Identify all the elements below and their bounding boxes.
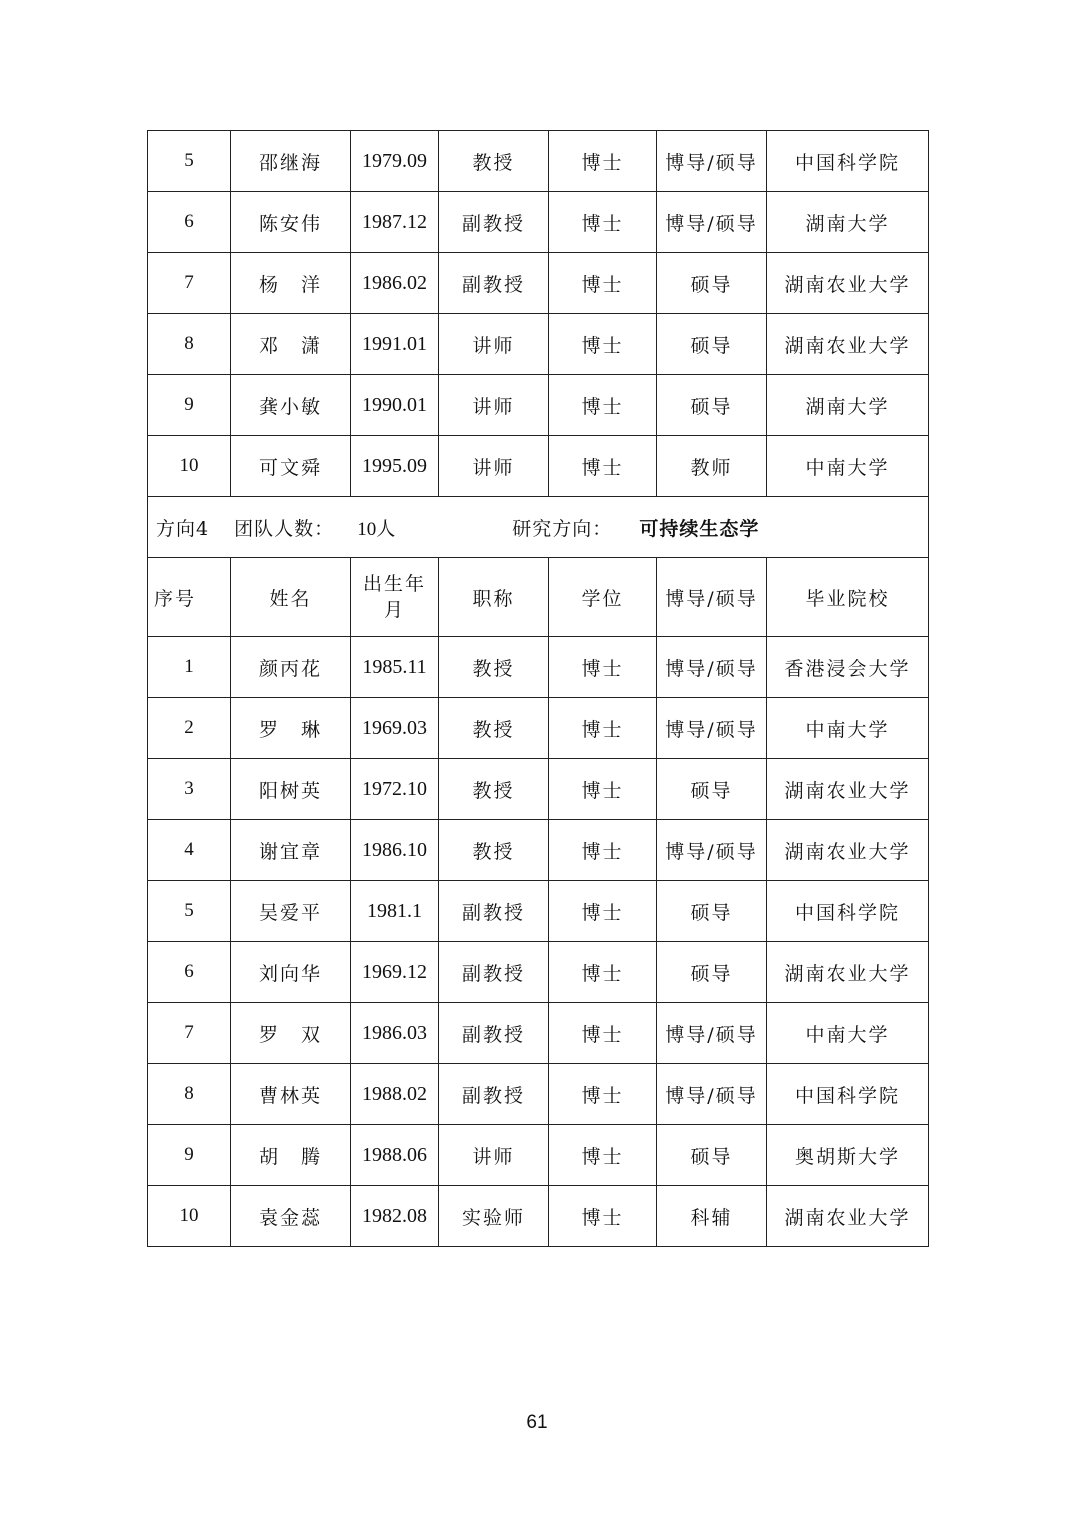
cell-birth: 1991.01 <box>351 314 439 375</box>
table-row <box>148 375 929 436</box>
cell-birth: 1986.10 <box>351 820 439 881</box>
table-header-row <box>148 558 929 637</box>
table-row <box>148 637 929 698</box>
cell-name: 龚小敏 <box>231 375 351 436</box>
cell-degree: 博士 <box>549 1003 657 1064</box>
header-degree: 学位 <box>549 558 657 637</box>
cell-birth: 1990.01 <box>351 375 439 436</box>
cell-degree: 博士 <box>549 820 657 881</box>
cell-birth: 1985.11 <box>351 637 439 698</box>
team-roster-table <box>147 130 929 1247</box>
cell-seq: 6 <box>148 192 231 253</box>
cell-title: 教授 <box>439 820 549 881</box>
cell-title: 实验师 <box>439 1186 549 1247</box>
cell-birth: 1981.1 <box>351 881 439 942</box>
cell-name: 邵继海 <box>231 131 351 192</box>
cell-supervisor: 硕导 <box>657 942 767 1003</box>
cell-school: 湖南农业大学 <box>767 1186 929 1247</box>
direction-band <box>148 497 929 558</box>
cell-school: 湖南农业大学 <box>767 820 929 881</box>
cell-school: 香港浸会大学 <box>767 637 929 698</box>
header-birth-line2: 月 <box>383 599 405 621</box>
table-row <box>148 253 929 314</box>
table-row <box>148 1125 929 1186</box>
cell-school: 湖南大学 <box>767 375 929 436</box>
table-row <box>148 1003 929 1064</box>
cell-birth: 1969.12 <box>351 942 439 1003</box>
cell-seq: 2 <box>148 698 231 759</box>
cell-degree: 博士 <box>549 1064 657 1125</box>
cell-school: 奥胡斯大学 <box>767 1125 929 1186</box>
table-row <box>148 1186 929 1247</box>
cell-birth: 1988.06 <box>351 1125 439 1186</box>
cell-name: 吴爱平 <box>231 881 351 942</box>
cell-title: 教授 <box>439 698 549 759</box>
cell-supervisor: 硕导 <box>657 1125 767 1186</box>
page-number: 61 <box>526 1412 548 1433</box>
table-row <box>148 759 929 820</box>
band-direction: 方向4 <box>156 517 210 540</box>
cell-name: 杨 洋 <box>231 253 351 314</box>
cell-school: 湖南农业大学 <box>767 314 929 375</box>
direction-band-row <box>148 497 929 558</box>
cell-seq: 9 <box>148 1125 231 1186</box>
cell-degree: 博士 <box>549 314 657 375</box>
cell-title: 教授 <box>439 637 549 698</box>
cell-title: 副教授 <box>439 253 549 314</box>
cell-seq: 5 <box>148 131 231 192</box>
cell-name: 阳树英 <box>231 759 351 820</box>
cell-degree: 博士 <box>549 192 657 253</box>
cell-title: 讲师 <box>439 314 549 375</box>
cell-name: 罗 琳 <box>231 698 351 759</box>
cell-title: 副教授 <box>439 1064 549 1125</box>
table-row <box>148 314 929 375</box>
cell-supervisor: 博导/硕导 <box>657 1003 767 1064</box>
cell-school: 湖南大学 <box>767 192 929 253</box>
cell-supervisor: 博导/硕导 <box>657 698 767 759</box>
cell-name: 可文舜 <box>231 436 351 497</box>
cell-supervisor: 硕导 <box>657 314 767 375</box>
cell-title: 副教授 <box>439 942 549 1003</box>
cell-title: 教授 <box>439 759 549 820</box>
cell-supervisor: 硕导 <box>657 253 767 314</box>
cell-supervisor: 硕导 <box>657 375 767 436</box>
cell-supervisor: 博导/硕导 <box>657 820 767 881</box>
cell-school: 中南大学 <box>767 1003 929 1064</box>
cell-birth: 1979.09 <box>351 131 439 192</box>
cell-title: 讲师 <box>439 1125 549 1186</box>
cell-degree: 博士 <box>549 1125 657 1186</box>
cell-school: 湖南农业大学 <box>767 759 929 820</box>
band-research-label: 研究方向： <box>512 517 613 540</box>
cell-birth: 1988.02 <box>351 1064 439 1125</box>
cell-title: 讲师 <box>439 375 549 436</box>
cell-degree: 博士 <box>549 253 657 314</box>
cell-name: 胡 腾 <box>231 1125 351 1186</box>
cell-title: 教授 <box>439 131 549 192</box>
cell-name: 刘向华 <box>231 942 351 1003</box>
table-row <box>148 698 929 759</box>
cell-degree: 博士 <box>549 881 657 942</box>
bottom-rows <box>148 637 929 1247</box>
cell-school: 湖南农业大学 <box>767 942 929 1003</box>
cell-degree: 博士 <box>549 1186 657 1247</box>
header-birth <box>351 558 439 637</box>
cell-name: 颜丙花 <box>231 637 351 698</box>
cell-seq: 5 <box>148 881 231 942</box>
cell-seq: 10 <box>148 1186 231 1247</box>
cell-seq: 9 <box>148 375 231 436</box>
cell-degree: 博士 <box>549 698 657 759</box>
header-name: 姓名 <box>231 558 351 637</box>
cell-title: 副教授 <box>439 192 549 253</box>
cell-seq: 3 <box>148 759 231 820</box>
band-count-label: 团队人数： <box>234 517 335 540</box>
cell-seq: 7 <box>148 253 231 314</box>
cell-name: 曹林英 <box>231 1064 351 1125</box>
cell-supervisor: 科辅 <box>657 1186 767 1247</box>
cell-seq: 4 <box>148 820 231 881</box>
table-row <box>148 1064 929 1125</box>
cell-name: 邓 潇 <box>231 314 351 375</box>
cell-title: 副教授 <box>439 1003 549 1064</box>
cell-supervisor: 教师 <box>657 436 767 497</box>
cell-school: 湖南农业大学 <box>767 253 929 314</box>
band-count-value: 10人 <box>357 518 396 540</box>
cell-seq: 10 <box>148 436 231 497</box>
cell-name: 陈安伟 <box>231 192 351 253</box>
header-birth-line1: 出生年 <box>362 573 426 595</box>
cell-degree: 博士 <box>549 436 657 497</box>
table-row <box>148 820 929 881</box>
cell-school: 中国科学院 <box>767 881 929 942</box>
cell-seq: 8 <box>148 1064 231 1125</box>
cell-seq: 8 <box>148 314 231 375</box>
cell-birth: 1982.08 <box>351 1186 439 1247</box>
cell-seq: 1 <box>148 637 231 698</box>
table-row <box>148 436 929 497</box>
cell-birth: 1969.03 <box>351 698 439 759</box>
cell-title: 副教授 <box>439 881 549 942</box>
cell-school: 中南大学 <box>767 436 929 497</box>
cell-birth: 1986.03 <box>351 1003 439 1064</box>
cell-seq: 7 <box>148 1003 231 1064</box>
cell-seq: 6 <box>148 942 231 1003</box>
cell-degree: 博士 <box>549 759 657 820</box>
cell-birth: 1972.10 <box>351 759 439 820</box>
cell-supervisor: 博导/硕导 <box>657 1064 767 1125</box>
cell-birth: 1986.02 <box>351 253 439 314</box>
header-title: 职称 <box>439 558 549 637</box>
table-row <box>148 192 929 253</box>
cell-school: 中国科学院 <box>767 1064 929 1125</box>
cell-title: 讲师 <box>439 436 549 497</box>
cell-degree: 博士 <box>549 637 657 698</box>
table-row <box>148 881 929 942</box>
cell-degree: 博士 <box>549 942 657 1003</box>
cell-supervisor: 硕导 <box>657 759 767 820</box>
cell-degree: 博士 <box>549 131 657 192</box>
cell-birth: 1995.09 <box>351 436 439 497</box>
cell-supervisor: 博导/硕导 <box>657 637 767 698</box>
header-seq: 序号 <box>148 558 231 637</box>
cell-name: 谢宜章 <box>231 820 351 881</box>
cell-name: 罗 双 <box>231 1003 351 1064</box>
header-supervisor: 博导/硕导 <box>657 558 767 637</box>
cell-supervisor: 硕导 <box>657 881 767 942</box>
top-rows <box>148 131 929 497</box>
band-research-value: 可持续生态学 <box>639 517 760 540</box>
header-school: 毕业院校 <box>767 558 929 637</box>
cell-supervisor: 博导/硕导 <box>657 192 767 253</box>
cell-degree: 博士 <box>549 375 657 436</box>
cell-school: 中南大学 <box>767 698 929 759</box>
table-row <box>148 131 929 192</box>
cell-supervisor: 博导/硕导 <box>657 131 767 192</box>
cell-name: 袁金蕊 <box>231 1186 351 1247</box>
table-row <box>148 942 929 1003</box>
cell-school: 中国科学院 <box>767 131 929 192</box>
cell-birth: 1987.12 <box>351 192 439 253</box>
